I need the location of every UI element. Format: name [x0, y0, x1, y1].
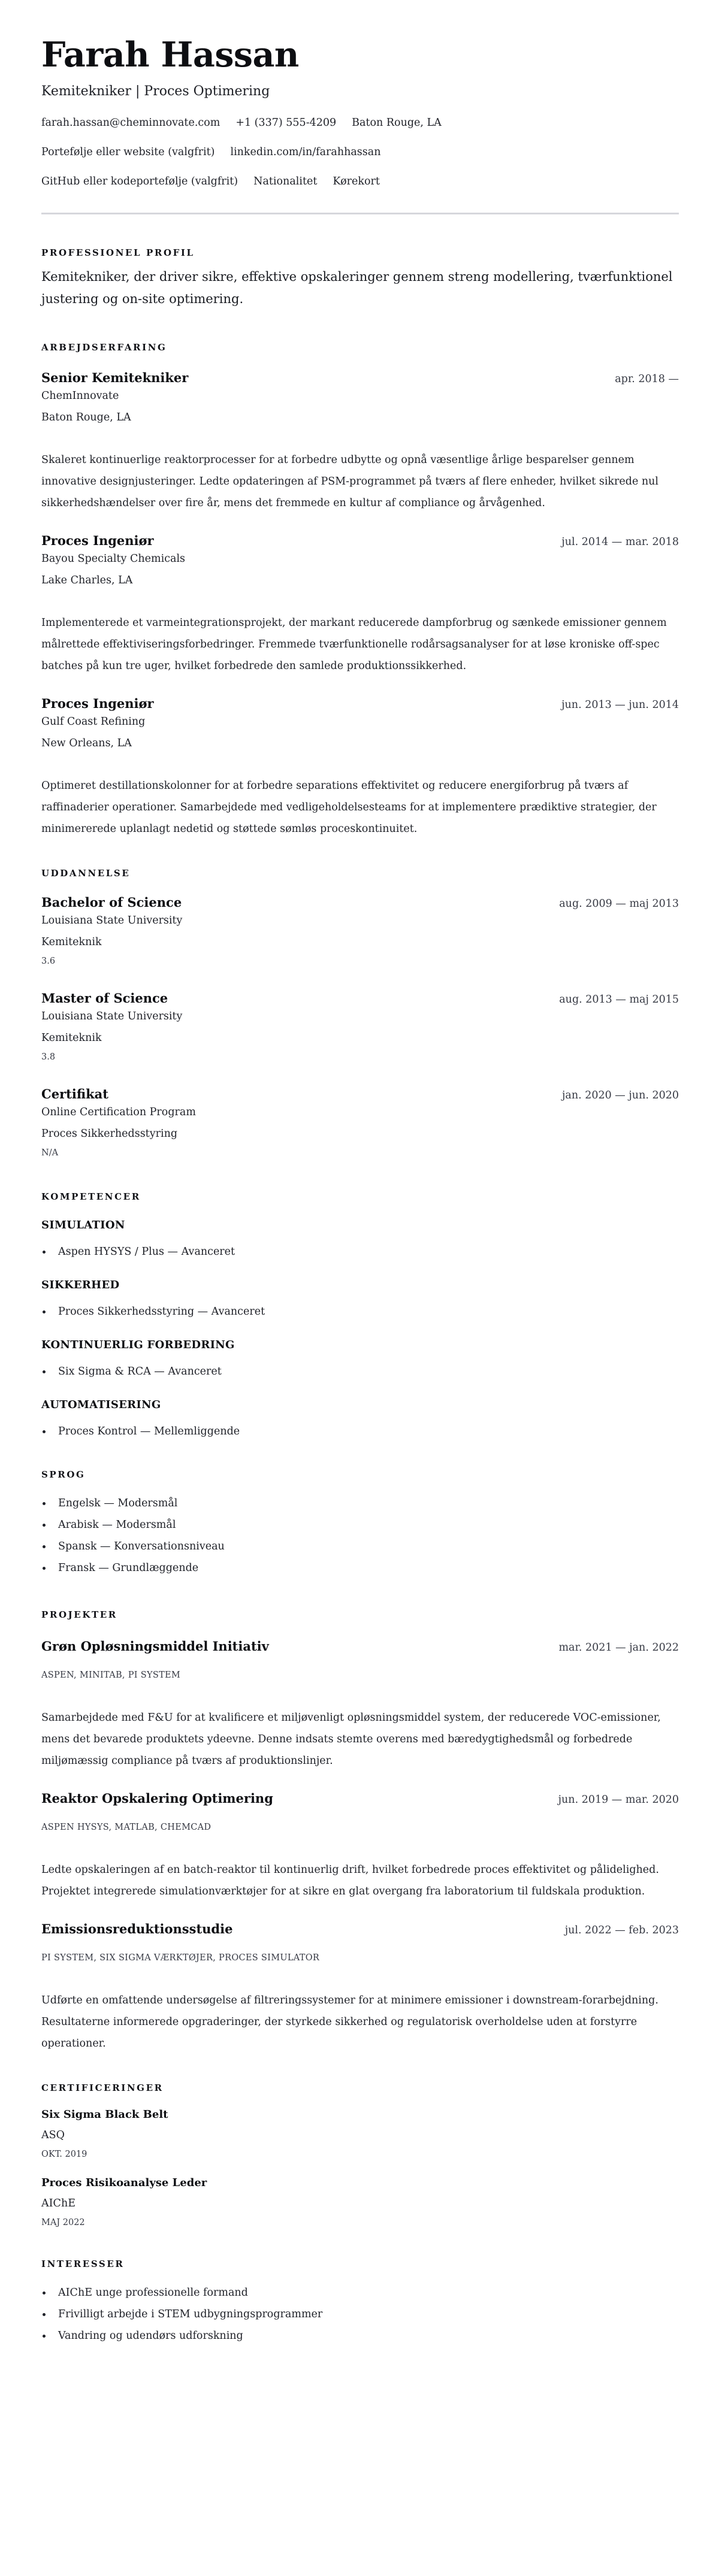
section-experience: [41, 341, 679, 840]
job-location: New Orleans, LA: [41, 737, 132, 749]
resume-header: [41, 35, 679, 214]
job-title: Senior Kemitekniker: [41, 370, 189, 385]
certification-name: Proces Risikoanalyse Leder: [41, 2177, 207, 2189]
job-description: Skaleret kontinuerlige reaktorprocesser for at forbedre udbytte og opnå væsentlige årlige besparelser gennem innovative designjusteringer. Ledte opdateringen af PSM-programmet på tværs af flere enheder, hvilket sikrede nul sikkerhedshændelser over fire år, mens det fremmede en kultur af compliance og årvågenhed.: [41, 454, 659, 509]
candidate-name: Farah Hassan: [41, 35, 299, 75]
experience-item-header: [41, 695, 679, 714]
project-item-header: [41, 1637, 679, 1657]
experience-item: [41, 532, 679, 677]
field-of-study: Kemiteknik: [41, 936, 102, 948]
skill-group: [41, 1398, 679, 1442]
candidate-headline: Kemitekniker | Proces Optimering: [41, 84, 270, 99]
experience-item: [41, 369, 679, 514]
language-item: Engelsk — Modersmål: [41, 1493, 679, 1514]
section-languages: [41, 1469, 679, 1579]
interest-list: [41, 2282, 679, 2347]
skill-item: Proces Kontrol — Mellemliggende: [41, 1421, 679, 1442]
education-item: [41, 894, 679, 968]
experience-item: [41, 695, 679, 840]
project-item: [41, 1920, 679, 2054]
contact-email[interactable]: farah.hassan@cheminnovate.com: [41, 117, 220, 129]
certification-item: [41, 2175, 679, 2229]
gpa: 3.6: [41, 956, 56, 966]
contact-github[interactable]: GitHub eller kodeportefølje (valgfrit): [41, 175, 238, 187]
skill-item: Proces Sikkerhedsstyring — Avanceret: [41, 1301, 679, 1322]
contact-location: Baton Rouge, LA: [352, 117, 442, 129]
school: Louisiana State University: [41, 1010, 183, 1022]
job-date: jun. 2013 — jun. 2014: [561, 699, 679, 711]
job-company: Gulf Coast Refining: [41, 716, 146, 728]
degree: Bachelor of Science: [41, 895, 182, 910]
certification-issuer: AIChE: [41, 2197, 75, 2209]
certification-date: MAJ 2022: [41, 2218, 85, 2227]
section-title-education: UDDANNELSE: [41, 868, 131, 879]
field-of-study: Proces Sikkerhedsstyring: [41, 1128, 178, 1140]
experience-item-header: [41, 532, 679, 551]
job-company: Bayou Specialty Chemicals: [41, 553, 186, 565]
interest-item: Frivilligt arbejde i STEM udbygningsprogrammer: [41, 2303, 679, 2325]
project-name: Grøn Opløsningsmiddel Initiativ: [41, 1639, 269, 1654]
job-date: apr. 2018 —: [615, 373, 679, 385]
skill-item: Aspen HYSYS / Plus — Avanceret: [41, 1241, 679, 1263]
skill-group: [41, 1278, 679, 1322]
job-company: ChemInnovate: [41, 390, 119, 402]
education-item: [41, 1085, 679, 1160]
project-description: Samarbejdede med F&U for at kvalificere et miljøvenligt opløsningsmiddel system, der reducerede VOC-emissioner, mens det bevarede produktets ydeevne. Denne indsats stemte overens med bæredygtighedsmål og forbedrede miljømæssig compliance på tværs af produktionslinjer.: [41, 1712, 661, 1767]
profile-summary: Kemitekniker, der driver sikre, effektive opskaleringer gennem streng modellering, tværfunktionel justering og on-site optimering.: [41, 270, 673, 306]
skill-category: SIKKERHED: [41, 1279, 120, 1291]
education-item-header: [41, 989, 679, 1009]
education-date: jan. 2020 — jun. 2020: [561, 1089, 679, 1101]
certification-date: OKT. 2019: [41, 2150, 87, 2159]
language-item: Arabisk — Modersmål: [41, 1514, 679, 1536]
field-of-study: Kemiteknik: [41, 1032, 102, 1044]
skill-list: [41, 1421, 679, 1442]
section-title-certifications: CERTIFICERINGER: [41, 2082, 164, 2093]
education-date: aug. 2009 — maj 2013: [559, 898, 679, 910]
project-name: Reaktor Opskalering Optimering: [41, 1791, 273, 1806]
project-item-header: [41, 1920, 679, 1939]
job-title: Proces Ingeniør: [41, 696, 154, 711]
contact-linkedin[interactable]: linkedin.com/in/farahhassan: [230, 146, 381, 158]
job-date: jul. 2014 — mar. 2018: [561, 536, 679, 548]
project-date: jul. 2022 — feb. 2023: [564, 1924, 679, 1936]
interest-item: Vandring og udendørs udforskning: [41, 2325, 679, 2347]
school: Louisiana State University: [41, 915, 183, 927]
education-item-header: [41, 1085, 679, 1104]
contact-drivers-license: Kørekort: [333, 175, 380, 187]
contact-row-primary: [41, 115, 679, 131]
section-education: [41, 867, 679, 1160]
education-item-header: [41, 894, 679, 913]
language-item: Fransk — Grundlæggende: [41, 1557, 679, 1579]
job-description: Implementerede et varmeintegrationsprojekt, der markant reducerede dampforbrug og sænkede emissioner gennem målrettede effektiviseringsforbedringer. Fremmede tværfunktionelle rodårsagsanalyser for at løse kroniske off-spec batches på kun tre uger, hvilket forbedrede den samlede produktionssikkerhed.: [41, 617, 667, 672]
skill-category: SIMULATION: [41, 1219, 125, 1231]
project-description: Ledte opskaleringen af en batch-reaktor til kontinuerlig drift, hvilket forbedrede proces effektivitet og pålidelighed. Projektet integrerede simulationværktøjer for at sikre en glat overgang fra laboratorium til fuldskala produktion.: [41, 1864, 659, 1897]
school: Online Certification Program: [41, 1106, 196, 1118]
certification-item: [41, 2107, 679, 2161]
project-date: mar. 2021 — jan. 2022: [558, 1642, 679, 1654]
section-interests: [41, 2258, 679, 2347]
gpa: N/A: [41, 1148, 59, 1158]
section-profile: [41, 247, 679, 310]
job-location: Lake Charles, LA: [41, 574, 133, 586]
project-tech-stack: ASPEN, MINITAB, PI SYSTEM: [41, 1670, 181, 1680]
language-list: [41, 1493, 679, 1579]
skill-list: [41, 1301, 679, 1322]
section-title-interests: INTERESSER: [41, 2259, 125, 2269]
degree: Certifikat: [41, 1086, 108, 1101]
education-item: [41, 989, 679, 1064]
project-item: [41, 1790, 679, 1902]
section-title-skills: KOMPETENCER: [41, 1191, 141, 1202]
project-description: Udførte en omfattende undersøgelse af filtreringssystemer for at minimere emissioner i downstream-forarbejdning. Resultaterne informerede opgraderinger, der styrkede sikkerhed og regulatorisk overholdelse uden at forstyrre operationer.: [41, 1994, 658, 2050]
contact-nationality: Nationalitet: [253, 175, 318, 187]
project-tech-stack: PI SYSTEM, SIX SIGMA VÆRKTØJER, PROCES SIMULATOR: [41, 1953, 320, 1963]
degree: Master of Science: [41, 991, 168, 1006]
section-title-projects: PROJEKTER: [41, 1609, 117, 1620]
skill-group: [41, 1218, 679, 1263]
contact-phone[interactable]: +1 (337) 555-4209: [235, 117, 337, 129]
section-title-profile: PROFESSIONEL PROFIL: [41, 247, 195, 258]
section-title-languages: SPROG: [41, 1469, 86, 1480]
project-item: [41, 1637, 679, 1772]
education-date: aug. 2013 — maj 2015: [559, 994, 679, 1006]
certification-issuer: ASQ: [41, 2129, 65, 2141]
experience-item-header: [41, 369, 679, 388]
job-description: Optimeret destillationskolonner for at forbedre separations effektivitet og reducere energiforbrug på tværs af raffinaderier operationer. Samarbejdede med vedligeholdelsesteams for at implementere prædiktive strategier, der minimererede uplanlagt nedetid og støttede sømløs proceskontinuitet.: [41, 780, 657, 835]
job-location: Baton Rouge, LA: [41, 411, 131, 423]
project-tech-stack: ASPEN HYSYS, MATLAB, CHEMCAD: [41, 1823, 212, 1832]
header-divider: [41, 213, 679, 214]
language-item: Spansk — Konversationsniveau: [41, 1536, 679, 1557]
project-name: Emissionsreduktionsstudie: [41, 1921, 233, 1936]
interest-item: AIChE unge professionelle formand: [41, 2282, 679, 2303]
contact-row-extra: [41, 174, 679, 189]
section-skills: [41, 1191, 679, 1442]
skill-item: Six Sigma & RCA — Avanceret: [41, 1361, 679, 1382]
skill-group: [41, 1338, 679, 1382]
section-certifications: [41, 2082, 679, 2229]
contact-row-links: [41, 144, 679, 160]
section-title-experience: ARBEJDSERFARING: [41, 342, 167, 353]
skill-category: AUTOMATISERING: [41, 1399, 161, 1411]
job-title: Proces Ingeniør: [41, 533, 154, 548]
contact-block: [41, 115, 679, 189]
section-projects: [41, 1609, 679, 2054]
certification-name: Six Sigma Black Belt: [41, 2108, 168, 2121]
project-date: jun. 2019 — mar. 2020: [558, 1794, 679, 1806]
skill-list: [41, 1361, 679, 1382]
gpa: 3.8: [41, 1052, 56, 1062]
project-item-header: [41, 1790, 679, 1809]
skill-category: KONTINUERLIG FORBEDRING: [41, 1339, 235, 1351]
skill-list: [41, 1241, 679, 1263]
contact-portfolio[interactable]: Portefølje eller website (valgfrit): [41, 146, 215, 158]
